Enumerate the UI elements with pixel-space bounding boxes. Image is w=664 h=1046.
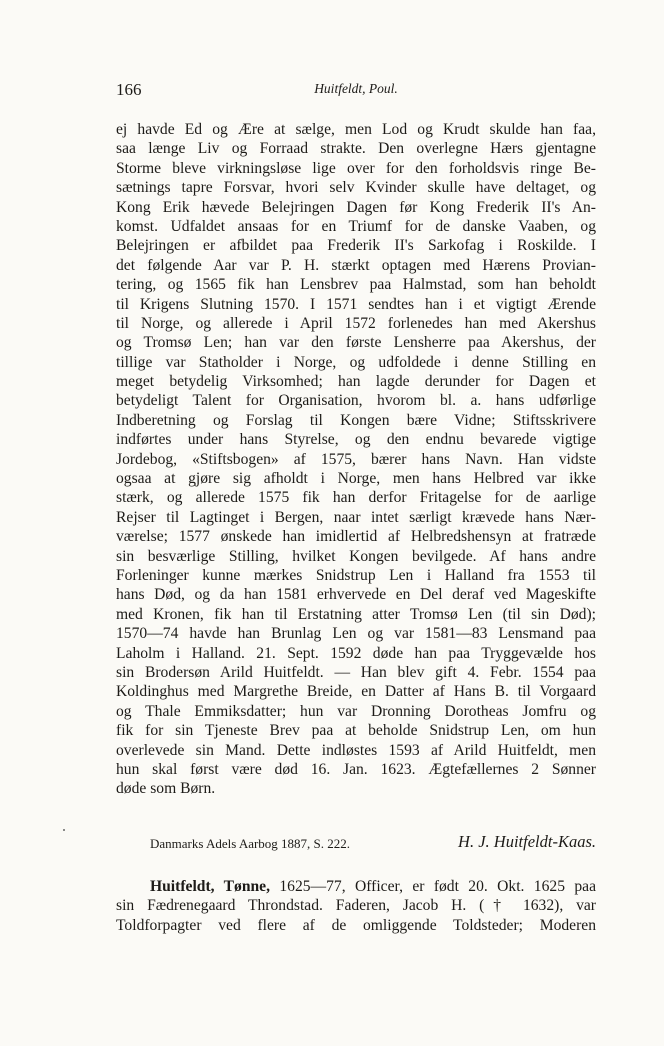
body-line: Rejser til Lagtinget i Bergen, naar intet særligt krævede hans Nær- — [116, 508, 596, 526]
body-line: 1570—74 havde han Brunlag Len og var 1581—83 Lensmand paa — [116, 625, 596, 643]
signature-row — [116, 832, 596, 858]
source-citation: Danmarks Adels Aarbog 1887, S. 222. — [150, 836, 351, 851]
body-line: døde som Børn. — [116, 780, 216, 798]
body-line: tering, og 1565 fik han Lensbrev paa Halmstad, som han beholdt — [116, 276, 596, 294]
running-head: Huitfeldt, Poul. — [314, 81, 398, 96]
page-number: 166 — [116, 80, 142, 99]
body-line: saa længe Liv og Forraad strakte. Den overlegne Hærs gjentagne — [116, 140, 596, 158]
body-line: Storme bleve virkningsløse lige over for den forholdsvis ringe Be- — [116, 159, 596, 177]
body-line: Laholm i Halland. 21. Sept. 1592 døde han paa Tryggevælde hos — [116, 644, 596, 662]
body-line: det følgende Aar var P. H. stærkt optagen med Hærens Provian- — [116, 256, 596, 274]
body-line: og Tromsø Len; han var den første Lensherre paa Akershus, der — [116, 334, 596, 352]
article-body — [116, 120, 596, 799]
body-line: hans Død, og da han 1581 erhvervede en Del deraf ved Mageskifte — [116, 586, 596, 604]
body-line: overlevede sin Mand. Dette indløstes 1593 af Arild Huitfeldt, men — [116, 741, 596, 759]
entry-first-line — [116, 877, 596, 896]
body-line: og Thale Emmiksdatter; hun var Dronning Dorotheas Jomfru og — [116, 702, 596, 720]
entry-line: Toldforpagter ved flere af de omliggende Toldsteder; Moderen — [116, 916, 596, 934]
body-line: indførtes under hans Styrelse, og den endnu bevarede vigtige — [116, 431, 596, 449]
paper-speck — [63, 829, 65, 831]
body-line: Jordebog, «Stiftsbogen» af 1575, bærer hans Navn. Han vidste — [116, 450, 596, 468]
body-line: Koldinghus med Margrethe Breide, en Datter af Hans B. til Vorgaard — [116, 683, 596, 701]
body-line: ej havde Ed og Ære at sælge, men Lod og Krudt skulde han faa, — [116, 121, 596, 138]
entry-first-line-text: 1625—77, Officer, er født 20. Okt. 1625 paa — [269, 878, 596, 895]
body-line: ogsaa at gjøre sig afholdt i Norge, men hans Helbred var ikke — [116, 470, 596, 488]
author-signature: H. J. Huitfeldt-Kaas. — [458, 832, 596, 851]
next-entry — [116, 877, 596, 935]
body-line: til Krigens Slutning 1570. I 1571 sendtes han i et vigtigt Ærende — [116, 295, 596, 313]
page-header — [116, 80, 596, 102]
body-line: tillige var Statholder i Norge, og udfoldede i denne Stilling en — [116, 353, 596, 371]
entry-line: sin Fædrenegaard Throndstad. Faderen, Jacob H. († 1632), var — [116, 897, 596, 915]
body-line: Belejringen er afbildet paa Frederik II's Sarkofag i Roskilde. I — [116, 237, 596, 255]
body-line: komst. Udfaldet ansaas for en Triumf for de danske Vaaben, og — [116, 217, 596, 235]
body-line: betydeligt Talent for Organisation, hvorom bl. a. hans udførlige — [116, 392, 596, 410]
body-line: sin besværlige Stilling, hvilket Kongen bevilgede. Af hans andre — [116, 547, 596, 565]
body-line: fik for sin Tjeneste Brev paa at beholde Snidstrup Len, om hun — [116, 722, 596, 740]
body-line: Kong Erik hævede Belejringen Dagen før Kong Frederik II's An- — [116, 198, 596, 216]
body-line: sin Brodersøn Arild Huitfeldt. — Han blev gift 4. Febr. 1554 paa — [116, 663, 596, 681]
body-line: Indberetning og Forslag til Kongen bære Vidne; Stiftsskrivere — [116, 411, 596, 429]
body-line: meget betydelig Virksomhed; han lagde derunder for Dagen et — [116, 373, 596, 391]
body-line: værelse; 1577 ønskede han imidlertid af Helbredshensyn at fratræde — [116, 528, 596, 546]
body-line: stærk, og allerede 1575 fik han derfor Fritagelse for de aarlige — [116, 489, 596, 507]
body-line: Forleninger kunne mærkes Snidstrup Len i Halland fra 1553 til — [116, 566, 596, 584]
body-line: med Kronen, fik han til Erstatning atter Tromsø Len (til sin Død); — [116, 605, 596, 623]
entry-headword: Huitfeldt, Tønne, — [150, 878, 270, 895]
body-line: til Norge, og allerede i April 1572 forlenedes han med Akershus — [116, 314, 596, 332]
body-line: sætnings tapre Forsvar, hvori selv Kvinder skulle have deltaget, og — [116, 179, 596, 197]
body-line: hun skal først være død 16. Jan. 1623. Ægtefællernes 2 Sønner — [116, 760, 596, 778]
